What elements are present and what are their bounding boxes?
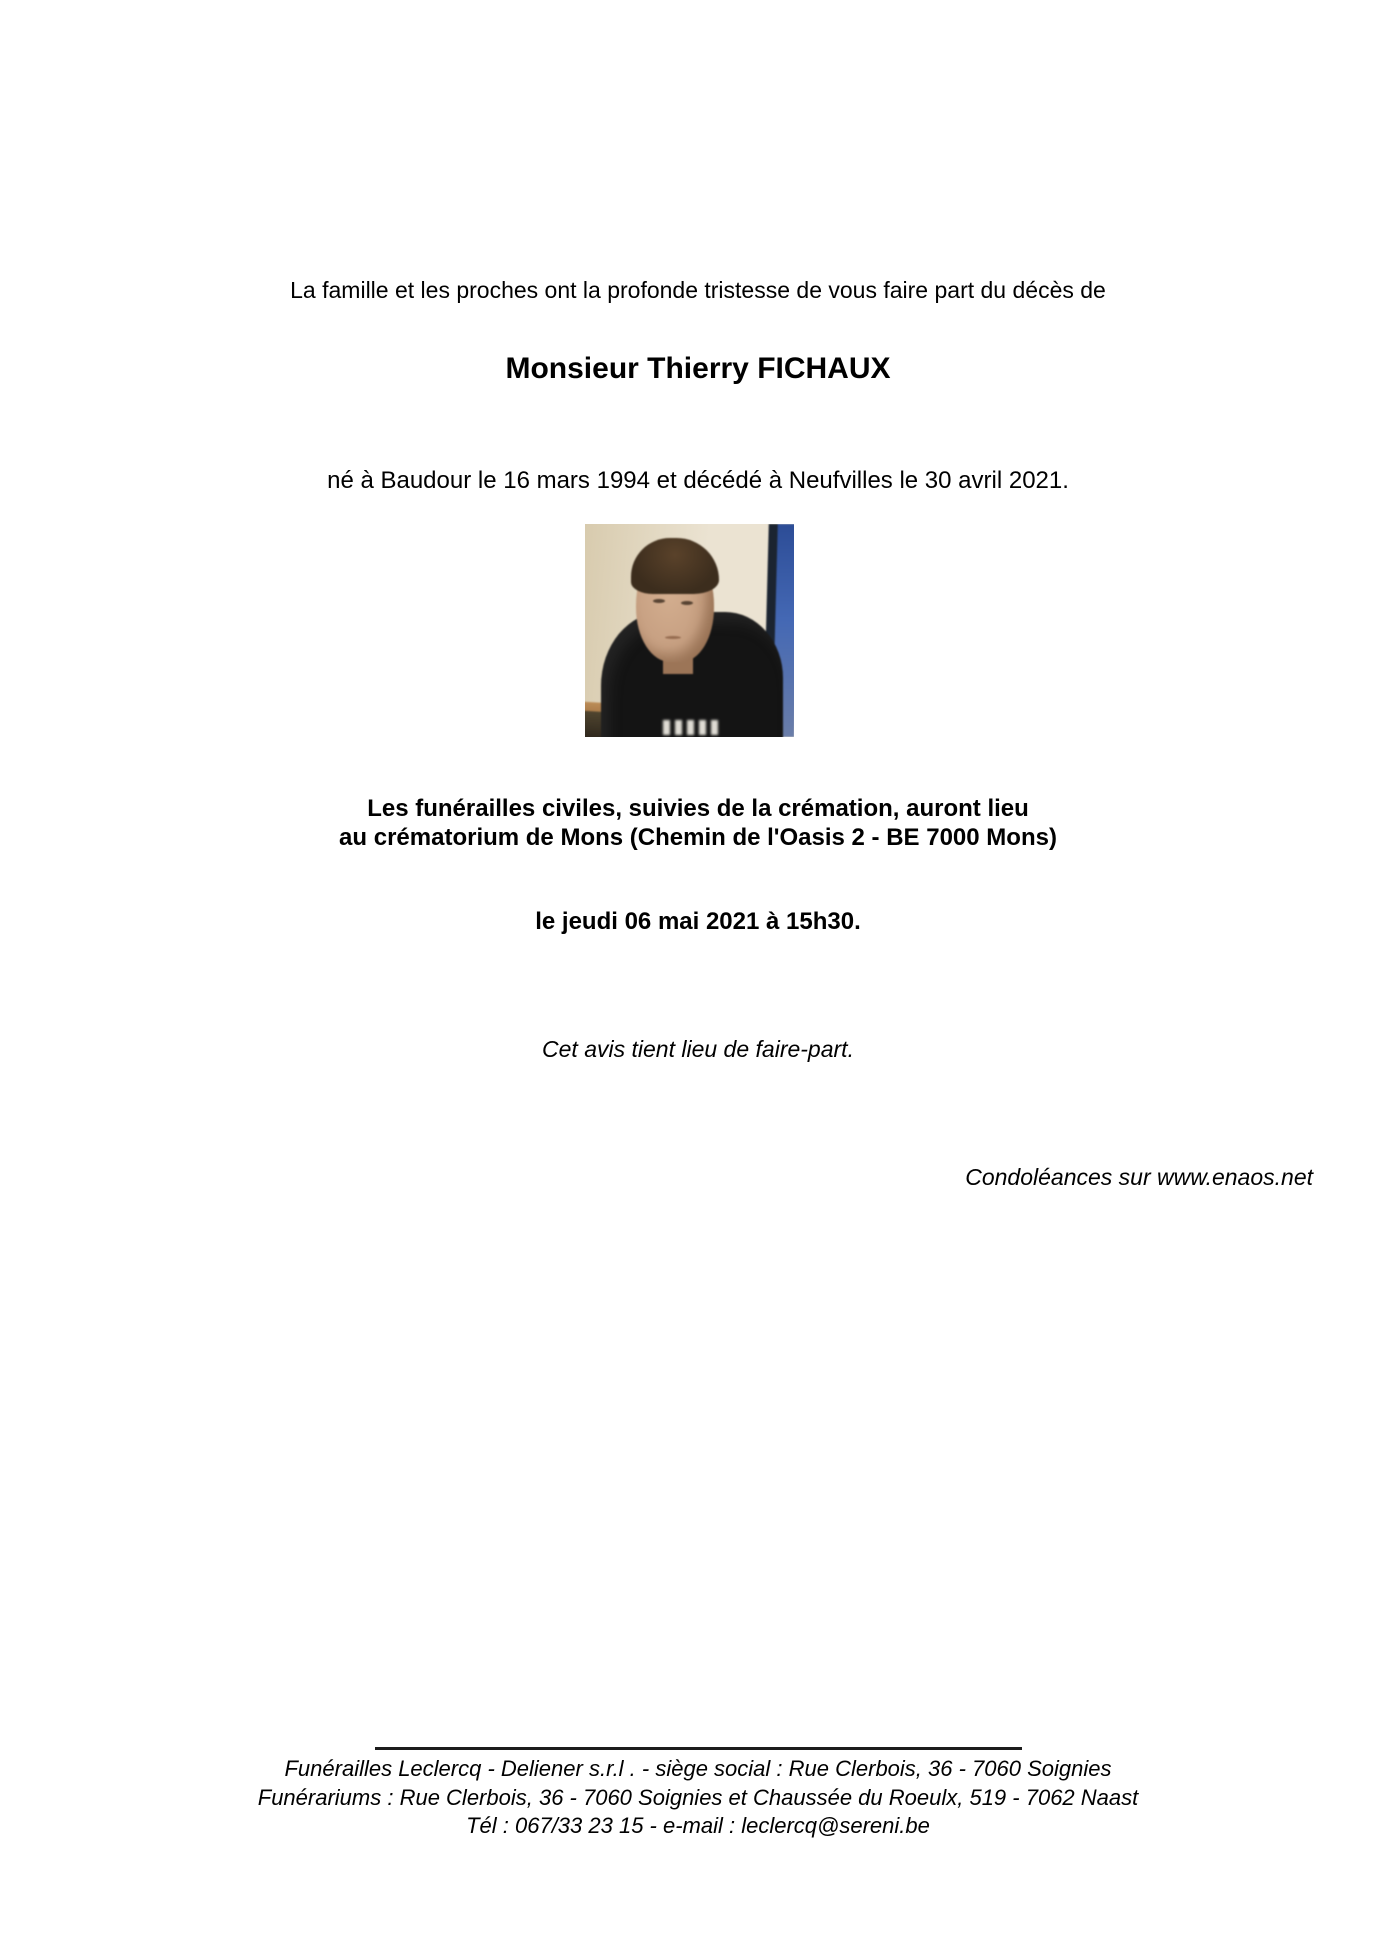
photo-eye-right bbox=[681, 601, 693, 605]
ceremony-line2: au crématorium de Mons (Chemin de l'Oasis 2 - BE 7000 Mons) bbox=[339, 824, 1057, 851]
photo-hoodie-print bbox=[663, 720, 719, 735]
portrait-photo bbox=[585, 524, 794, 737]
footer bbox=[18, 1747, 1378, 1841]
footer-contact-line: Tél : 067/33 23 15 - e-mail : leclercq@sereni.be bbox=[466, 1813, 930, 1838]
ceremony-details bbox=[18, 794, 1378, 852]
intro-text: La famille et les proches ont la profonde tristesse de vous faire part du décès de bbox=[290, 277, 1106, 303]
ceremony-datetime: le jeudi 06 mai 2021 à 15h30. bbox=[535, 908, 861, 935]
deceased-name: Monsieur Thierry FICHAUX bbox=[505, 352, 891, 385]
footer-divider bbox=[375, 1747, 1022, 1750]
photo-eye-left bbox=[653, 599, 665, 603]
condolences-note: Condoléances sur www.enaos.net bbox=[965, 1164, 1313, 1190]
footer-company-line: Funérailles Leclercq - Deliener s.r.l . - siège social : Rue Clerbois, 36 - 7060 Soignies bbox=[284, 1756, 1112, 1781]
footer-address-line: Funérariums : Rue Clerbois, 36 - 7060 Soignies et Chaussée du Roeulx, 519 - 7062 Naast bbox=[257, 1784, 1139, 1810]
ceremony-line1: Les funérailles civiles, suivies de la crémation, auront lieu bbox=[367, 795, 1029, 822]
portrait-photo-scene bbox=[585, 524, 794, 737]
photo-mouth bbox=[665, 636, 681, 639]
photo-hair bbox=[631, 538, 719, 594]
legal-notice: Cet avis tient lieu de faire-part. bbox=[542, 1036, 854, 1062]
life-dates: né à Baudour le 16 mars 1994 et décédé à Neufvilles le 30 avril 2021. bbox=[327, 467, 1069, 494]
